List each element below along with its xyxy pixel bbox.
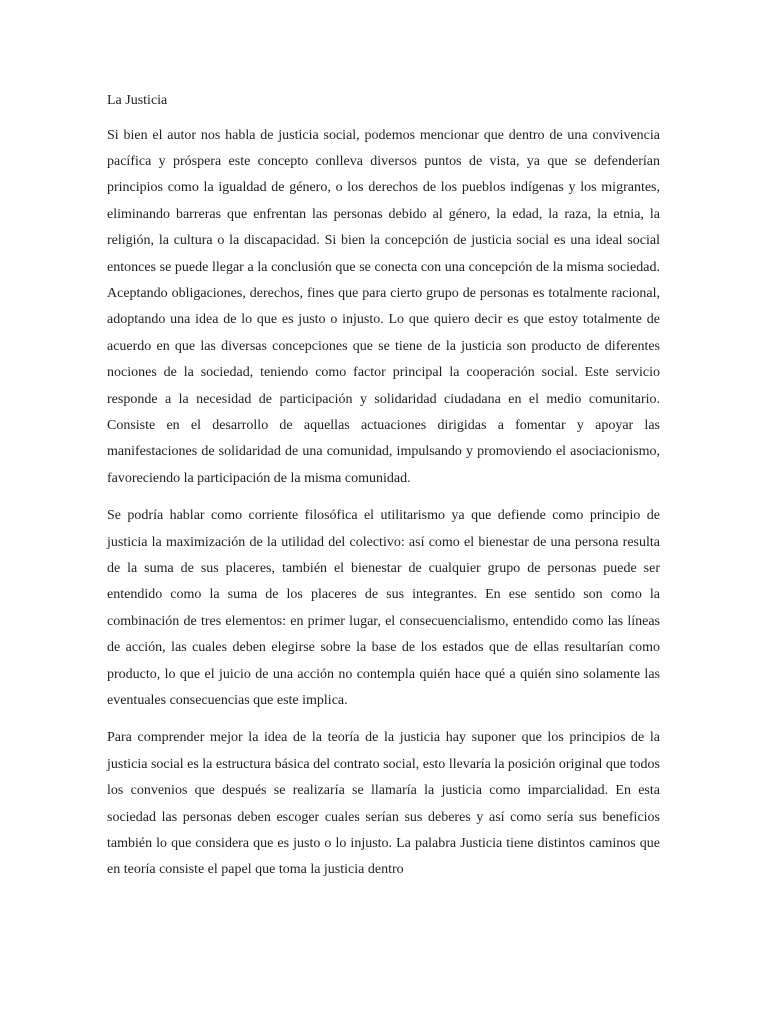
- paragraph-3: Para comprender mejor la idea de la teoría de la justicia hay suponer que los principios de la justicia social es la estructura básica del contrato social, esto llevaría la posición original que todos los convenios que después se realizaría se llamaría la justicia como imparcialidad. En esta sociedad las personas deben escoger cuales serían sus deberes y así como sería sus beneficios también lo que considera que es justo o lo injusto. La palabra Justicia tiene distintos caminos que en teoría consiste el papel que toma la justicia dentro: [107, 730, 660, 878]
- paragraph-1: Si bien el autor nos habla de justicia social, podemos mencionar que dentro de una convivencia pacífica y próspera este concepto conlleva diversos puntos de vista, ya que se defenderían principios como la igualdad de género, o los derechos de los pueblos indígenas y los migrantes, eliminando barreras que enfrentan las personas debido al género, la edad, la raza, la etnia, la religión, la cultura o la discapacidad. Si bien la concepción de justicia social es una ideal social entonces se puede llegar a la conclusión que se conecta con una concepción de la misma sociedad. Aceptando obligaciones, derechos, fines que para cierto grupo de personas es totalmente racional, adoptando una idea de lo que es justo o injusto. Lo que quiero decir es que estoy totalmente de acuerdo en que las diversas concepciones que se tiene de la justicia son producto de diferentes nociones de la sociedad, teniendo como factor principal la cooperación social. Este servicio responde a la necesidad de participación y solidaridad ciudadana en el medio comunitario. Consiste en el desarrollo de aquellas actuaciones dirigidas a fomentar y apoyar las manifestaciones de solidaridad de una comunidad, impulsando y promoviendo el asociacionismo, favoreciendo la participación de la misma comunidad.: [107, 127, 660, 486]
- document-page: [107, 88, 660, 884]
- paragraph-2: Se podría hablar como corriente filosófica el utilitarismo ya que defiende como principio de justicia la maximización de la utilidad del colectivo: así como el bienestar de una persona resulta de la suma de sus placeres, también el bienestar de cualquier grupo de personas puede ser entendido como la suma de los placeres de sus integrantes. En ese sentido son como la combinación de tres elementos: en primer lugar, el consecuencialismo, entendido como las líneas de acción, las cuales deben elegirse sobre la base de los estados que de ellas resultarían como producto, lo que el juicio de una acción no contempla quién hace qué a quién sino solamente las eventuales consecuencias que este implica.: [107, 508, 660, 709]
- document-title: La Justicia: [107, 93, 168, 108]
